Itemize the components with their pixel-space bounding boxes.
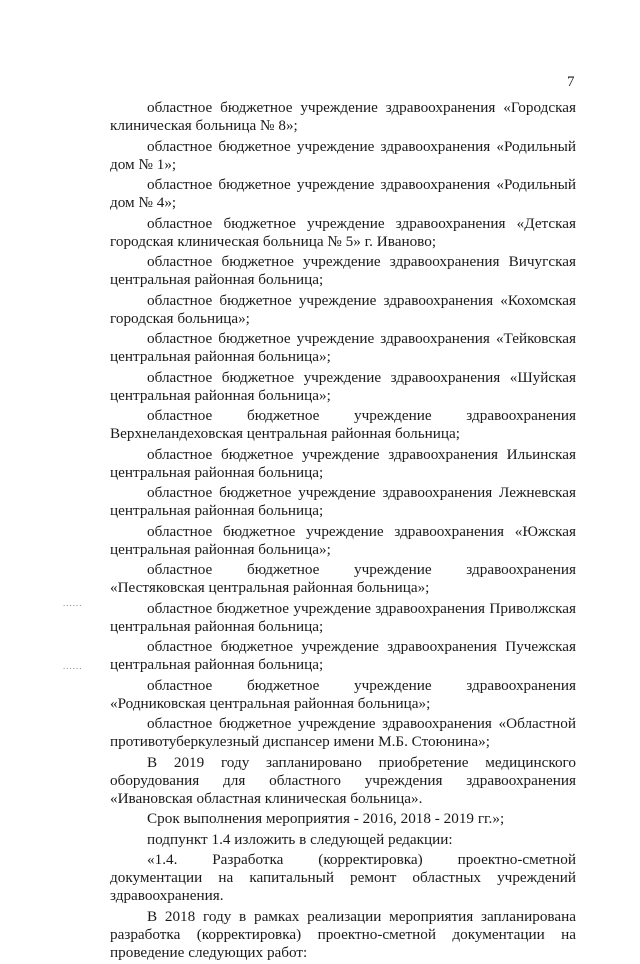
paragraph: областное бюджетное учреждение здравоохранения «Шуйская центральная районная больница»; (110, 368, 576, 404)
paragraph: областное бюджетное учреждение здравоохранения Ильинская центральная районная больница; (110, 445, 576, 481)
paragraph: областное бюджетное учреждение здравоохранения «Тейковская центральная районная больница»; (110, 330, 576, 365)
paragraph: областное бюджетное учреждение здравоохранения «Пестяковская центральная районная больница»; (110, 561, 576, 596)
paragraph: «1.4. Разработка (корректировка) проектно-сметной документации на капитальный ремонт областных учреждений здравоохранения. (110, 851, 576, 904)
paragraph: областное бюджетное учреждение здравоохранения Вичугская центральная районная больница; (110, 253, 576, 288)
paragraph: областное бюджетное учреждение здравоохранения Пучежская центральная районная больница; (110, 638, 576, 673)
paragraph: областное бюджетное учреждение здравоохранения «Родильный дом № 4»; (110, 176, 576, 211)
paragraph: областное бюджетное учреждение здравоохранения «Родильный дом № 1»; (110, 137, 576, 173)
paragraph: областное бюджетное учреждение здравоохранения Приволжская центральная районная больница; (110, 599, 576, 635)
paragraph: В 2018 году в рамках реализации мероприятия запланирована разработка (корректировка) проектно-сметной документации на проведение следующих работ: (110, 907, 576, 961)
paragraph: областное бюджетное учреждение здравоохранения «Южская центральная районная больница»; (110, 522, 576, 558)
page-number: 7 (567, 74, 575, 90)
paragraph: подпункт 1.4 изложить в следующей редакции: (147, 830, 453, 848)
document-body (110, 99, 576, 964)
paragraph: областное бюджетное учреждение здравоохранения «Детская городская клиническая больница № 5» г. Иваново; (110, 214, 576, 250)
paragraph: В 2019 году запланировано приобретение медицинского оборудования для областного учреждения здравоохранения «Ивановская областная клиническая больница». (110, 753, 576, 807)
margin-mark: ...... (63, 598, 83, 608)
paragraph: областное бюджетное учреждение здравоохранения Лежневская центральная районная больница; (110, 484, 576, 519)
paragraph: областное бюджетное учреждение здравоохранения «Родниковская центральная районная больница»; (110, 676, 576, 712)
paragraph: областное бюджетное учреждение здравоохранения «Областной противотуберкулезный диспансер имени М.Б. Стоюнина»; (110, 715, 576, 750)
paragraph: областное бюджетное учреждение здравоохранения «Городская клиническая больница № 8»; (110, 99, 576, 134)
paragraph: Срок выполнения мероприятия - 2016, 2018 - 2019 гг.»; (147, 810, 505, 827)
paragraph: областное бюджетное учреждение здравоохранения Верхнеландеховская центральная районная больница; (110, 407, 576, 442)
paragraph: областное бюджетное учреждение здравоохранения «Кохомская городская больница»; (110, 291, 576, 327)
margin-mark: ...... (63, 661, 83, 671)
